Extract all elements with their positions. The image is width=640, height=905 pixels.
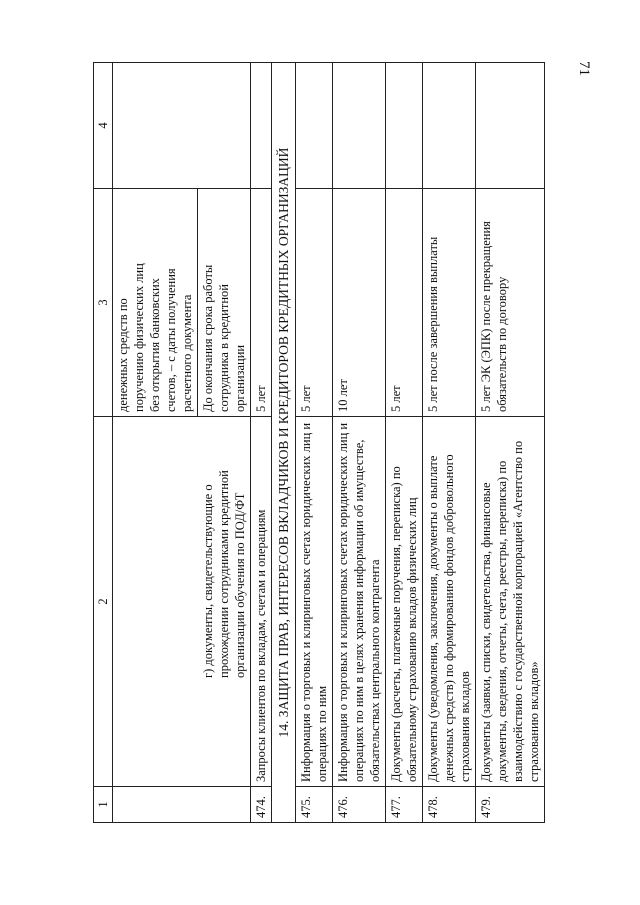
row-term: 5 лет (251, 189, 272, 417)
row-note (296, 63, 333, 189)
header-row (94, 63, 113, 823)
row-title: Документы (заявки, списки, свидетельства, финансовые документы, сведения, отчеты, счета, реестры, переписка) по взаимодействию с государственной корпорацией «Агентство по страхованию вкладов» (476, 417, 545, 787)
row-term: 5 лет ЭК (ЭПК) после прекращения обязательств по договору (476, 189, 545, 417)
rotated-table-frame (93, 63, 567, 823)
row-num: 477. (386, 787, 423, 823)
row-term: 5 лет после завершения выплаты (423, 189, 476, 417)
table-row (476, 63, 545, 823)
row-num: 474. (251, 787, 272, 823)
row-g-text: г) документы, свидетельствующие о прохождении сотрудниками кредитной организации обучения по ПОД/ФТ (201, 470, 247, 678)
header-col-1: 1 (94, 787, 113, 823)
continuation-col3-cell: денежных средств по поручению физических лиц без открытия банковских счетов, – с даты получения расчетного документа (113, 189, 198, 417)
header-col-2: 2 (94, 417, 113, 787)
row-title: Запросы клиентов по вкладам, счетам и операциям (251, 417, 272, 787)
row-title: Документы (расчеты, платежные поручения, переписка) по обязательному страхованию вкладов физических лиц (386, 417, 423, 787)
table-row (386, 63, 423, 823)
table-row (251, 63, 272, 823)
row-title: Информация о торговых и клиринговых счетах юридических лиц и операциях по ним в целях хранения информации об имуществе, обязательствах центрального контрагента (333, 417, 386, 787)
header-col-4: 4 (94, 63, 113, 189)
row-g-term: До окончания срока работы сотрудника в кредитной организации (198, 189, 251, 417)
row-note (386, 63, 423, 189)
row-num: 478. (423, 787, 476, 823)
continuation-col2-cell (113, 417, 251, 787)
row-note (251, 63, 272, 189)
row-term: 5 лет (296, 189, 333, 417)
row-num: 479. (476, 787, 545, 823)
continuation-row (113, 63, 198, 823)
row-title: Информация о торговых и клиринговых счетах юридических лиц и операциях по ним (296, 417, 333, 787)
header-col-3: 3 (94, 189, 113, 417)
row-num: 475. (296, 787, 333, 823)
row-note (476, 63, 545, 189)
table-row (423, 63, 476, 823)
table-row (333, 63, 386, 823)
rotated-table-content (93, 63, 567, 823)
row-note (423, 63, 476, 189)
section-title: 14. ЗАЩИТА ПРАВ, ИНТЕРЕСОВ ВКЛАДЧИКОВ И КРЕДИТОРОВ КРЕДИТНЫХ ОРГАНИЗАЦИЙ (272, 63, 296, 823)
row-note (333, 63, 386, 189)
page-number: 71 (576, 61, 592, 76)
document-table (93, 62, 545, 823)
row-title: Документы (уведомления, заключения, документы о выплате денежных средств) по формированию фондов добровольного страхования вкладов (423, 417, 476, 787)
row-num: 476. (333, 787, 386, 823)
section-row (272, 63, 296, 823)
row-term: 5 лет (386, 189, 423, 417)
continuation-col4-cell (113, 63, 251, 189)
continuation-num-cell (113, 787, 251, 823)
row-term: 10 лет (333, 189, 386, 417)
table-row (296, 63, 333, 823)
